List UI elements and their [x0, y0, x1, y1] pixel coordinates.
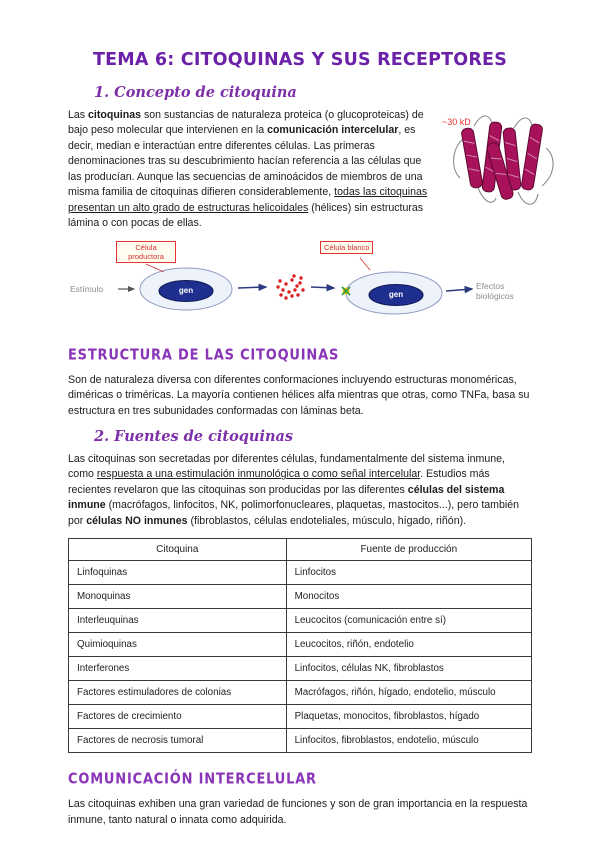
table-row — [69, 609, 532, 633]
heading-comunicacion — [68, 767, 532, 789]
table-cell: Factores de crecimiento — [69, 705, 287, 729]
text-segment-bold: citoquinas — [88, 109, 142, 121]
producer-label-connector — [146, 264, 164, 272]
text-segment: Las — [68, 109, 89, 121]
text-segment: Las citoquinas son secretadas por diferentes células, fundamentalmente del sistema inmune, como — [68, 452, 505, 481]
page-title: TEMA 6: CITOQUINAS Y SUS RECEPTORES — [92, 50, 508, 70]
protein-figure — [442, 108, 562, 224]
producer-gene-label: gen — [178, 285, 194, 295]
protein-helix-ribbons — [461, 122, 543, 201]
target-gene-label: gen — [388, 289, 404, 299]
target-cell-label: Célula blanco — [320, 241, 373, 254]
text-segment: , es decir, median e interactúan entre diferentes células. Las primeras denominaciones tras su descubrimiento hacían referencia a las células que las producían. Aunque las secuencias de aminoácidos de miembros de una misma familia de citoquinas difieren considerablemente, — [68, 124, 423, 199]
table-cell: Monocitos — [286, 585, 531, 609]
molecular-weight-label: ~30 kD — [442, 117, 471, 127]
text-segment-underlined: todas las citoquinas presentan un alto grado de estructuras helicoidales — [68, 186, 428, 214]
table-cell: Plaquetas, monocitos, fibroblastos, hígado — [286, 705, 531, 729]
table-cell: Factores estimuladores de colonias — [69, 681, 287, 705]
cytokine-sources-table — [68, 538, 532, 753]
table-cell: Linfocitos, fibroblastos, endotelio, músculo — [286, 729, 531, 753]
comunicacion-paragraph: Las citoquinas exhiben una gran variedad de funciones y son de gran importancia en la respuesta inmune, tanto natural o innata como adquirida. — [68, 798, 528, 826]
text-segment-bold: comunicación intercelular — [267, 124, 399, 137]
binding-arrow — [311, 287, 334, 288]
stimulus-label: Estímulo — [70, 283, 104, 294]
heading-estructura-text: ESTRUCTURA DE LAS CITOQUINAS — [68, 345, 340, 364]
table-cell: Linfoquinas — [69, 561, 287, 585]
text-segment: son sustancias de naturaleza proteica (o glucoproteicas) de bajo peso molecular que intervienen en la — [68, 109, 424, 137]
table-cell: Macrófagos, riñón, hígado, endotelio, músculo — [286, 681, 531, 705]
producer-cell-label: Célula productora — [116, 241, 176, 264]
table-cell: Leucocitos (comunicación entre sí) — [286, 609, 531, 633]
table-cell: Linfocitos, células NK, fibroblastos — [286, 657, 531, 681]
concepto-paragraph — [68, 108, 532, 232]
effects-arrow — [446, 289, 472, 291]
text-segment: (hélices) sin estructuras lámina o con pocas de ellas. — [68, 201, 424, 230]
table-row — [69, 561, 532, 585]
column-header-fuente: Fuente de producción — [286, 539, 531, 561]
secretion-arrow — [238, 287, 266, 288]
table-cell: Monoquinas — [69, 585, 287, 609]
table-cell: Linfocitos — [286, 561, 531, 585]
heading-comunicacion-text: COMUNICACIÓN INTERCELULAR — [68, 770, 317, 789]
table-row — [69, 633, 532, 657]
target-label-connector — [360, 258, 370, 270]
table-row — [69, 705, 532, 729]
table-cell: Factores de necrosis tumoral — [69, 729, 287, 753]
text-segment-bold: células NO inmunes — [86, 514, 188, 527]
cytokine-dots — [276, 274, 304, 299]
fuentes-paragraph — [68, 452, 532, 529]
table-row — [69, 585, 532, 609]
protein-helix-illustration — [444, 108, 562, 224]
table-cell: Quimioquinas — [69, 633, 287, 657]
table-cell: Leucocitos, riñón, endotelio — [286, 633, 531, 657]
table-row — [69, 681, 532, 705]
heading-concepto: 1. Concepto de citoquina — [94, 84, 297, 101]
heading-fuentes: 2. Fuentes de citoquinas — [94, 427, 294, 445]
column-header-citoquina: Citoquina — [69, 539, 287, 561]
cytokine-communication-diagram — [68, 241, 532, 329]
estructura-paragraph: Son de naturaleza diversa con diferentes conformaciones incluyendo estructuras monoméricas, diméricas o triméricas. La mayoría contienen hélices alfa mientras que otras, como TNFa, basa su estructura en tres subunidades conformadas con láminas beta. — [68, 373, 530, 417]
text-segment-underlined: respuesta a una estimulación inmunológica o como señal intercelular — [96, 468, 421, 481]
table-row — [69, 729, 532, 753]
text-segment: . Estudios más recientes revelaron que las citoquinas son producidas por las diferentes — [68, 468, 490, 496]
table-cell: Interferones — [69, 657, 287, 681]
biological-effects-label: Efectos biológicos — [476, 280, 514, 301]
heading-estructura — [68, 343, 532, 365]
text-segment: (macrófagos, linfocitos, NK, polimorfonucleares, plaquetas, mastocitos...), pero también por — [68, 499, 520, 527]
text-segment: (fibroblastos, células endoteliales, músculo, hígado, riñón). — [187, 514, 467, 527]
table-header-row — [69, 539, 532, 561]
table-cell: Interleuquinas — [69, 609, 287, 633]
table-row — [69, 657, 532, 681]
text-segment-bold: células del sistema inmune — [68, 483, 505, 512]
